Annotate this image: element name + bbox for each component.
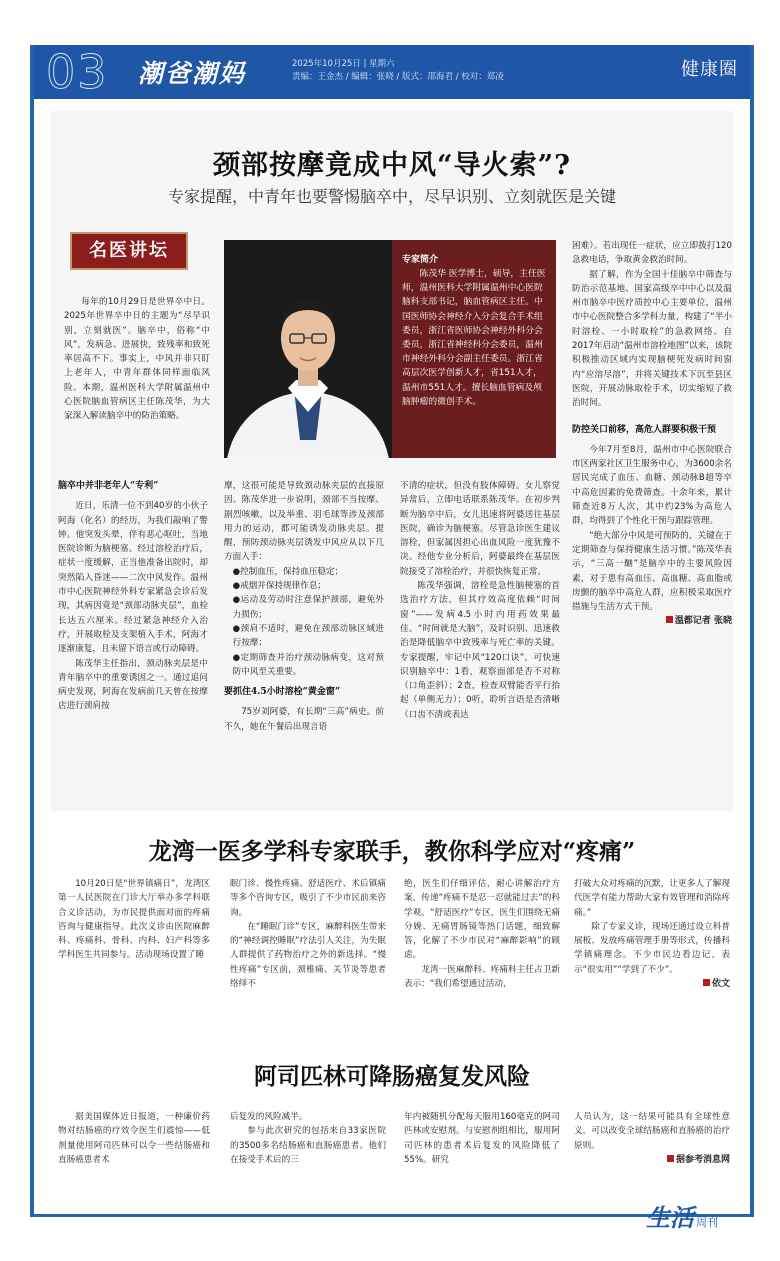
col1-paragraph: 近日，乐清一位不到40岁的小伙子阿海（化名）的经历，为我们敲响了警钟。他突发头晕，伴有恶心呕吐，当地医院诊断为脑梗塞。经过溶栓治疗后，症状一度缓解，正当他准备出院时，却突然陷入昏迷——二次中风发作。温州市中心医院神经外科专家紧急会诊后发现，其病因竟是“颈部动脉夹层”，血栓长达五六厘米。经过紧急神经介入治疗，开展取栓及支架植入手术，阿海才逐渐康复，且未留下语言或行动障碍。 <box>58 501 208 655</box>
story3-paragraph: 后复发的风险减半。 <box>230 1112 308 1122</box>
story2-column-4 <box>574 877 730 991</box>
story3-paragraph: 年内被随机分配每天服用160毫克的阿司匹林或安慰剂。与安慰剂组相比，服用阿司匹林的患者术后复发的风险降低了55%。研究 <box>404 1112 560 1165</box>
story2-column-3 <box>404 877 560 991</box>
story1-column-1 <box>58 479 208 714</box>
section-title: 健康圈 <box>681 59 738 80</box>
story1-headline: 颈部按摩竟成中风“导火索”? <box>213 150 571 181</box>
col2-subhead: 要抓住4.5小时溶栓“黄金窗” <box>224 687 341 698</box>
story3-column-1 <box>58 1110 210 1167</box>
story3-column-4 <box>574 1110 730 1167</box>
page-header <box>34 45 750 99</box>
col4-paragraph: “绝大部分中风是可预防的，关键在于定期筛查与保持健康生活习惯。”陈茂华表示，“三高一酗”是脑卒中的主要风险因素，对于患有高血压、高血糖、高血脂或房颤的脑卒中高危人群，应积极采取医疗措施与生活方式干预。 <box>572 530 732 613</box>
col4-paragraph: 困难）。若出现任一症状，应立即拨打120急救电话，争取黄金救治时间。 <box>572 241 732 266</box>
col4-paragraph: 据了解，作为全国十佳脑卒中筛查与防治示范基地、国家高级卒中中心以及温州市脑卒中医疗质控中心主要单位，温州市中心医院整合多学科力量，构建了“半小时溶栓、一小时取栓”的急救网络。自2017年启动“温州市溶栓地图”以来，该院积极推动区域内实现脑梗死发病时间窗内“应溶尽溶”，并将关键技术下沉至县区医院，开展动脉取栓手术，切实缩短了救治时间。 <box>572 269 732 409</box>
header-meta <box>292 58 504 84</box>
footer-logo-text: 生活 <box>646 1204 694 1232</box>
byline-text: 依文 <box>711 979 730 990</box>
story2-column-1 <box>58 877 210 963</box>
col3-paragraph: 不清的症状，但没有肢体障碍。女儿察觉异常后，立即电话联系陈茂华。在初步判断为脑卒中后，女儿迅速将阿婆送往基层医院，确诊为脑梗塞。尽管急诊医生建议溶栓，但家属因担心出血风险一度犹豫不决。经他专业分析后，阿婆最终在基层医院接受了溶栓治疗，并很快恢复正常。 <box>400 481 560 577</box>
story3-column-3 <box>404 1110 560 1167</box>
page-number: 03 <box>46 45 109 99</box>
story2-paragraph: 绝，医生们仔细评估，耐心讲解治疗方案，传递“疼痛不是忍一忍就能过去”的科学观。“舒适医疗”专区，医生们围绕无痛分娩、无痛胃肠镜等热门话题，细致解答，化解了不少市民对“麻醉影响”的顾虑。 <box>404 879 560 961</box>
expert-photo <box>224 240 392 458</box>
story2-paragraph: 龙湾一医麻醉科、疼痛科主任占卫新表示：“我们希望通过活动， <box>404 964 560 990</box>
story2-paragraph: 在“睡眠门诊”专区，麻醉科医生带来的“神经调控睡眠”疗法引人关注，为失眠人群提供了药物治疗之外的新选择。“慢性疼痛”专区前，颈椎痛、关节炎等患者络绎不 <box>230 921 386 990</box>
footer-weekly: 周刊 <box>696 1216 718 1229</box>
expert-bio-text: 陈茂华 医学博士，硕导，主任医师，温州医科大学附属温州中心医院脑科支部书记，脑血管病区主任。中国医师协会神经介入分会复合手术组委员，浙江省医师协会神经外科分会委员，浙江省神经科分会委员，温州市神经外科分会副主任委员。浙江省高层次医学创新人才，省151人才，温州市551人才。擅长脑血管病及颅脑肿瘤的微创手术。 <box>402 269 546 407</box>
col2-paragraph: 摩，这很可能是导致颈动脉夹层的直接原因。陈茂华进一步说明，颈部不当按摩、剧烈咳嗽，以及举重、羽毛球等涉及颈部用力的运动，都可能诱发动脉夹层。提醒，预防颈动脉夹层诱发中风应从以下几方面入手： <box>224 481 384 563</box>
col4-paragraph: 今年7月至8月，温州市中心医院联合市区两家社区卫生服务中心，为3600余名居民完成了血压、血糖、颈动脉B超等卒中高危因素的免费筛查。十余年来，累计筛查近8万人次，其中约23%为高危人群，均得到了个性化干预与跟踪管理。 <box>572 444 732 527</box>
story3-paragraph: 人员认为，这一结果可能具有全球性意义，可以改变全球结肠癌和直肠癌的治疗原则。 <box>574 1112 730 1151</box>
byline-marker-icon <box>703 979 710 986</box>
story2-paragraph: 打破大众对疼痛的沉默，让更多人了解现代医学有能力帮助大家有效管理和消除疼痛。” <box>574 879 730 918</box>
story3-column-2 <box>230 1110 386 1167</box>
col4-subhead: 防控关口前移，高危人群要积极干预 <box>572 424 717 435</box>
story1-byline <box>572 614 732 628</box>
doctor-portrait-icon <box>224 240 392 458</box>
byline-marker-icon <box>666 616 673 623</box>
story1-column-3 <box>400 479 560 722</box>
story1-subheadline: 专家提醒，中青年也要警惕脑卒中，尽早识别、立刻就医是关键 <box>167 187 616 206</box>
col2-bullet: ●颈肩不适时，避免在颈部动脉区域进行按摩； <box>232 623 384 649</box>
expert-bio-box <box>392 240 556 458</box>
col3-paragraph: 陈茂华强调，溶栓是急性脑梗塞的首选治疗方法，但其疗效高度依赖“时间窗”——发病4.5小时内用药效果最佳。“时间就是大脑”，及时识别、迅速救治是降低脑卒中致残率与死亡率的关键。专家提醒，牢记中风“120口诀”，可快速识别脑卒中：1看，观察面部是否不对称（口角歪斜）；2查，检查双臂能否平行抬起（单侧无力）；0听，聆听言语是否清晰（口齿不清或表达 <box>400 581 560 720</box>
byline-text: 温都记者 张晓 <box>674 616 732 627</box>
story2-headline: 龙湾一医多学科专家联手，教你科学应对“疼痛” <box>148 838 636 865</box>
column-logo: 潮爸潮妈 <box>138 59 247 88</box>
story2-paragraph: 除了专家义诊，现场还通过设立科普展板、发放疼痛管理手册等形式，传播科学镇痛理念。不少市民边看边记，表示“很实用”“学到了不少”。 <box>574 921 730 975</box>
col2-bullet: ●戒烟并保持规律作息； <box>232 581 327 592</box>
story2-byline <box>574 977 730 991</box>
byline-text: 据参考消息网 <box>675 1154 730 1165</box>
story1-intro <box>64 295 210 424</box>
expert-bio-title: 专家简介 <box>402 255 439 265</box>
col2-bullet: ●控制血压，保持血压稳定； <box>232 566 344 577</box>
intro-text: 每年的10月29日是世界卒中日。2025年世界卒中日的主题为“尽早识别，立刻就医”。脑卒中，俗称“中风”，发病急、进展快，致残率和致死率居高不下。事实上，中风并非只盯上老年人，中青年群体同样面临风险。本期，温州医科大学附属温州中心医院脑血管病区主任陈茂华，为大家深入解读脑卒中的防治策略。 <box>64 297 210 422</box>
col1-paragraph: 陈茂华主任指出，颈动脉夹层是中青年脑卒中的重要诱因之一。通过追问病史发现，阿海在发病前几天曾在按摩店进行颈肩按 <box>58 658 208 712</box>
col2-bullet: ●运动及劳动时注意保护颈部，避免外力损伤； <box>232 595 384 620</box>
col2-paragraph: 75岁刘阿婆，有长期“三高”病史。前不久，她在午餐后出现言语 <box>224 707 384 732</box>
story3-headline: 阿司匹林可降肠癌复发风险 <box>254 1063 530 1090</box>
col2-bullet: ●定期筛查并治疗颈动脉病变，这对预防中风至关重要。 <box>232 652 384 677</box>
date-line: 2025年10月25日 | 星期六 <box>292 59 395 69</box>
story3-paragraph: 参与此次研究的包括来自33家医院的3500多名结肠癌和直肠癌患者。他们在接受手术后的三 <box>230 1126 386 1165</box>
story3-byline <box>574 1153 730 1167</box>
footer-logo <box>646 1198 742 1238</box>
story3-paragraph: 据美国媒体近日报道，一种廉价药物对结肠癌的疗效令医生们震惊——低剂量使用阿司匹林可以令一些结肠癌和直肠癌患者术 <box>58 1112 210 1165</box>
story1-column-4 <box>572 239 732 629</box>
story1-column-2 <box>224 479 384 734</box>
story2-paragraph: 10月20日是“世界镇痛日”，龙湾区第一人民医院在门诊大厅举办多学科联合义诊活动，为市民提供面对面的疼痛咨询与健康指导。此次义诊由医院麻醉科、疼痛科、骨科、内科、妇产科等多学科医生共同参与。活动现场设置了睡 <box>58 879 210 961</box>
story2-column-2 <box>230 877 386 991</box>
editors-line: 责编：王金杰 / 编辑：张晓 / 版式：邵海君 / 校对：郑凌 <box>292 72 504 82</box>
story2-paragraph: 眠门诊、慢性疼痛、舒适医疗、术后镇痛等多个咨询专区，吸引了不少市民前来咨询。 <box>230 879 386 918</box>
byline-marker-icon <box>667 1155 674 1162</box>
newspaper-page <box>30 45 754 1232</box>
column-badge: 名医讲坛 <box>70 232 188 270</box>
col1-subhead: 脑卒中并非老年人“专利” <box>58 481 159 491</box>
